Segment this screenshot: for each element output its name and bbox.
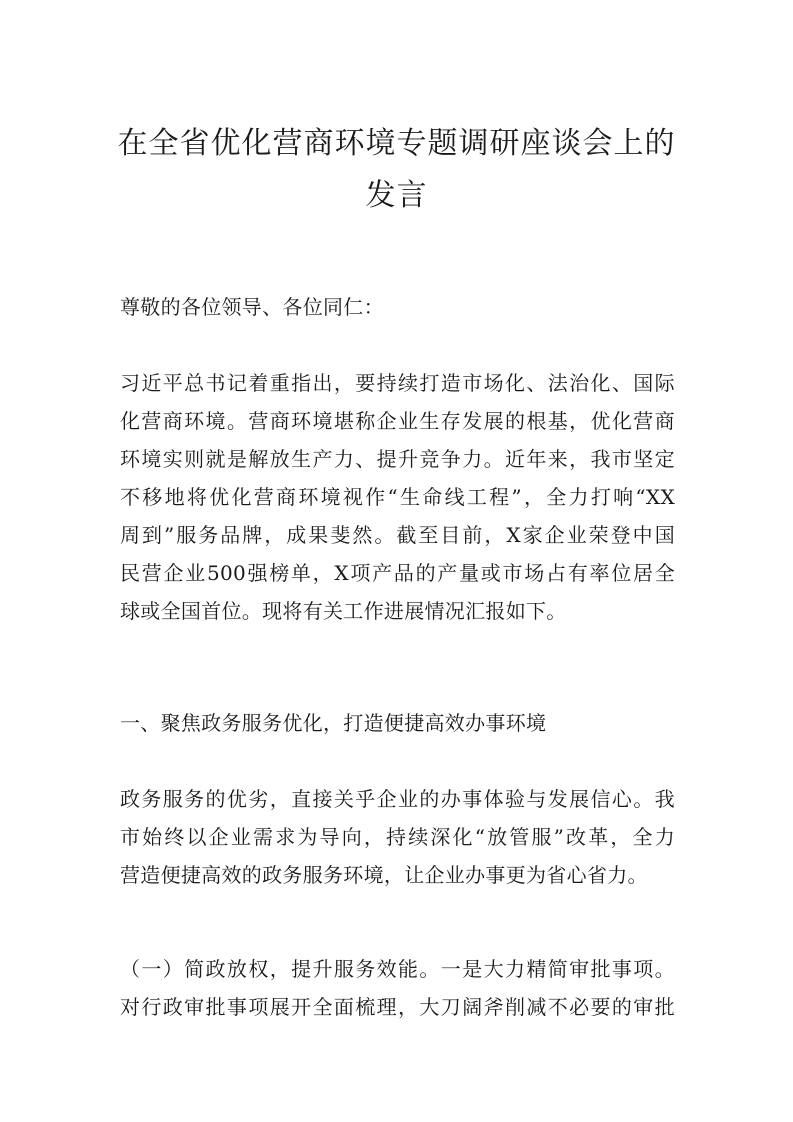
- intro-line: 习近平总书记着重指出，要持续打造市场化、法治化、国际: [120, 371, 675, 395]
- section-paragraph: [120, 780, 675, 894]
- document-title-line-1: 在全省优化营商环境专题调研座谈会上的: [117, 126, 676, 161]
- salutation: 尊敬的各位领导、各位同仁：: [120, 295, 384, 319]
- intro-line: 环境实则就是解放生产力、提升竞争力。近年来，我市坚定: [120, 447, 675, 471]
- subsection-line: （一）简政放权，提升服务效能。一是大力精简审批事项。: [120, 957, 675, 981]
- intro-paragraph: [120, 364, 675, 630]
- intro-line: 球或全国首位。现将有关工作进展情况汇报如下。: [120, 599, 567, 623]
- intro-line: 周到”服务品牌，成果斐然。截至目前，X家企业荣登中国: [120, 523, 675, 547]
- subsection-line: 对行政审批事项展开全面梳理，大刀阔斧削减不必要的审批: [120, 995, 675, 1019]
- section-line: 营造便捷高效的政务服务环境，让企业办事更为省心省力。: [120, 863, 648, 887]
- subsection-paragraph: [120, 950, 675, 1026]
- intro-line: 不移地将优化营商环境视作“生命线工程”，全力打响“XX: [120, 485, 675, 509]
- section-line: 政务服务的优劣，直接关乎企业的办事体验与发展信心。我: [120, 787, 675, 811]
- intro-line: 民营企业500强榜单，X项产品的产量或市场占有率位居全: [120, 561, 675, 585]
- intro-line: 化营商环境。营商环境堪称企业生存发展的根基，优化营商: [120, 409, 675, 433]
- section-heading: 一、聚焦政务服务优化，打造便捷高效办事环境: [120, 711, 547, 735]
- document-title-line-2: 发言: [365, 178, 428, 213]
- section-line: 市始终以企业需求为导向，持续深化“放管服”改革，全力: [120, 825, 675, 849]
